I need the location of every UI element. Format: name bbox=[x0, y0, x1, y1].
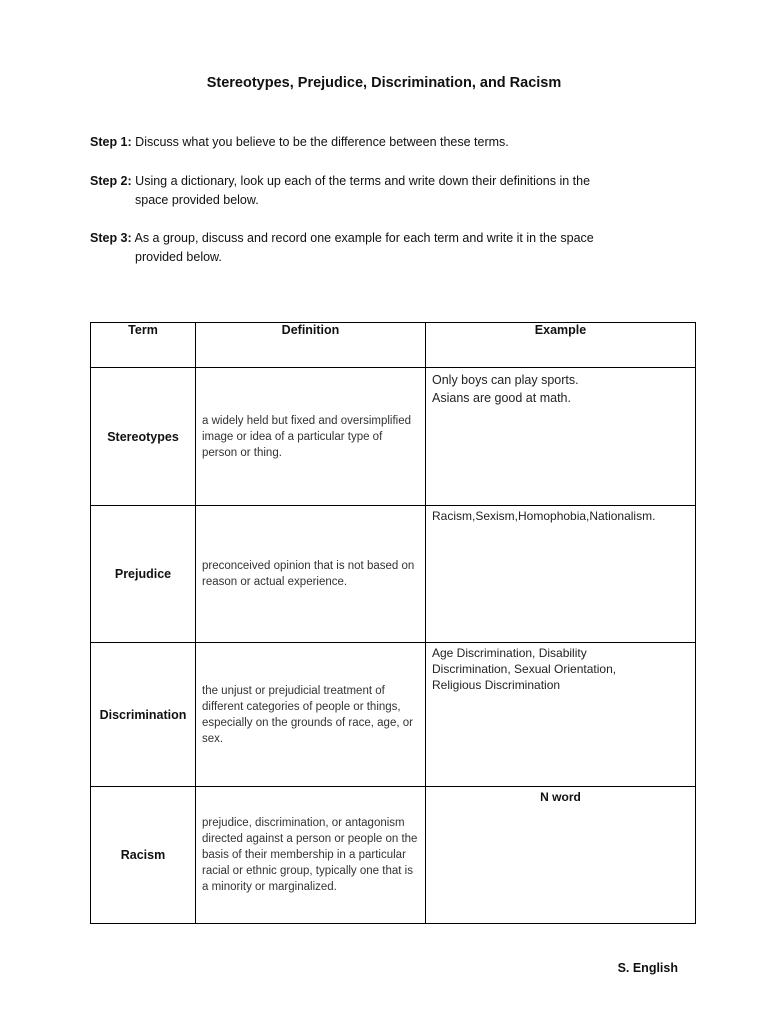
step-1-label: Step 1: bbox=[90, 135, 132, 149]
example-cell bbox=[426, 643, 696, 787]
terms-table bbox=[90, 322, 696, 924]
header-definition: Definition bbox=[196, 323, 426, 368]
example-line: Asians are good at math. bbox=[432, 391, 571, 405]
example-line: Religious Discrimination bbox=[432, 678, 561, 692]
example-line: Only boys can play sports. bbox=[432, 373, 579, 387]
definition-cell: a widely held but fixed and oversimplified image or idea of a particular type of person or thing. bbox=[196, 368, 426, 506]
term-cell: Prejudice bbox=[91, 506, 196, 643]
step-3-text: As a group, discuss and record one example for each term and write it in the space bbox=[134, 231, 594, 245]
example-line: Discrimination, Sexual Orientation, bbox=[432, 662, 617, 676]
step-3 bbox=[90, 229, 670, 267]
step-1-text: Discuss what you believe to be the difference between these terms. bbox=[135, 135, 509, 149]
header-term: Term bbox=[91, 323, 196, 368]
author-footer: S. English bbox=[617, 961, 678, 975]
example-cell bbox=[426, 506, 696, 643]
table-row bbox=[91, 506, 696, 643]
table-header-row bbox=[91, 323, 696, 368]
example-line: N word bbox=[540, 790, 581, 804]
step-2-text-cont: space provided below. bbox=[135, 193, 259, 207]
example-cell bbox=[426, 787, 696, 924]
step-2-label: Step 2: bbox=[90, 174, 132, 188]
definition-cell: the unjust or prejudicial treatment of different categories of people or things, especially on the grounds of race, age, or sex. bbox=[196, 643, 426, 787]
step-2 bbox=[90, 172, 670, 210]
definition-cell: prejudice, discrimination, or antagonism directed against a person or people on the basis of their membership in a particular racial or ethnic group, typically one that is a minority or marginalized. bbox=[196, 787, 426, 924]
step-1 bbox=[90, 133, 670, 152]
term-cell: Discrimination bbox=[91, 643, 196, 787]
table-row bbox=[91, 368, 696, 506]
definition-cell: preconceived opinion that is not based on reason or actual experience. bbox=[196, 506, 426, 643]
term-cell: Stereotypes bbox=[91, 368, 196, 506]
example-line: Racism,Sexism,Homophobia,Nationalism. bbox=[432, 509, 656, 523]
table-row bbox=[91, 643, 696, 787]
step-2-text: Using a dictionary, look up each of the terms and write down their definitions in the bbox=[135, 174, 591, 188]
document-title: Stereotypes, Prejudice, Discrimination, and Racism bbox=[206, 75, 562, 91]
example-line: Age Discrimination, Disability bbox=[432, 646, 587, 660]
example-cell bbox=[426, 368, 696, 506]
header-example: Example bbox=[426, 323, 696, 368]
step-3-label: Step 3: bbox=[90, 231, 132, 245]
step-3-text-cont: provided below. bbox=[135, 250, 222, 264]
table-row bbox=[91, 787, 696, 924]
term-cell: Racism bbox=[91, 787, 196, 924]
